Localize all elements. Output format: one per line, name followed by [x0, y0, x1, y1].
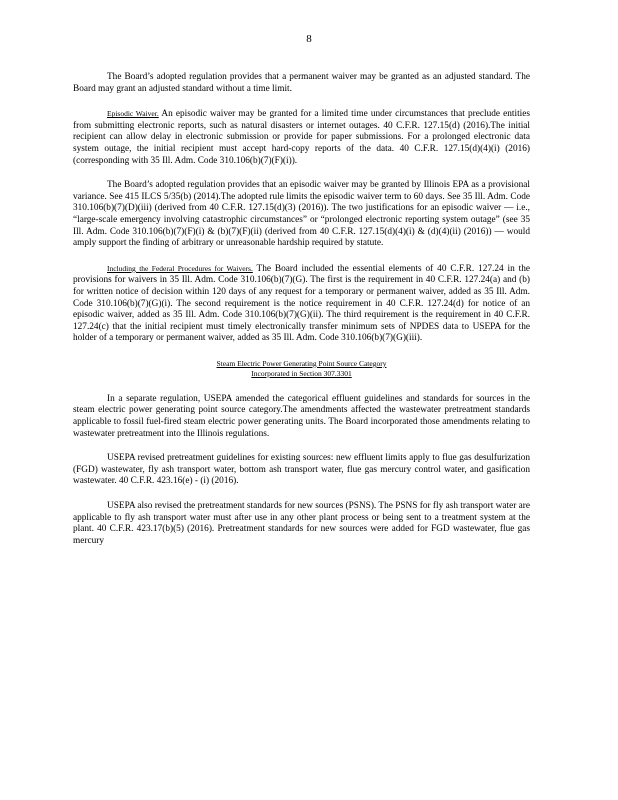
paragraph-permanent-waiver: The Board’s adopted regulation provides that a permanent waiver may be granted as an adjusted standard. The Board may grant an adjusted standard without a time limit. [73, 72, 530, 94]
paragraph-episodic-waiver [73, 108, 530, 167]
episodic-waiver-heading: Episodic Waiver. [107, 109, 159, 119]
page-number: 8 [306, 33, 312, 45]
federal-procedures-text: The Board included the essential elements of 40 C.F.R. 127.24 in the provisions for waivers in 35 Ill. Adm. Code 310.106(b)(7)(G). The first is the requirement in 40 C.F.R. 127.24(a) and (b) for written notice of decision within 120 days of any request for a temporary or permanent waiver, added as 35 Ill. Adm. Code 310.106(b)(7)(G)(i). The second requirement is the notice requirement in 40 C.F.R. 127.24(d) for notice of an episodic waiver, added as 35 Ill. Adm. Code 310.106(b)(7)(G)(ii). The third requirement is the requirement in 40 C.F.R. 127.24(c) that the initial recipient must timely electronically transfer minimum sets of NPDES data to USEPA for the holder of a temporary or permanent waiver, added as 35 Ill. Adm. Code 310.106(b)(7)(G)(iii). [73, 263, 530, 344]
episodic-waiver-text: An episodic waiver may be granted for a limited time under circumstances that preclude entities from submitting electronic reports, such as natural disasters or internet outages. 40 C.F.R. 127.15(d) (2016).The initial recipient can allow delay in electronic submission or provide for paper submissions. For a prolonged electronic data system outage, the initial recipient must accept hard-copy reports of the data. 40 C.F.R. 127.15(d)(4)(i) (2016) (corresponding with 35 Ill. Adm. Code 310.106(b)(7)(F)(i)). [73, 109, 530, 166]
paragraph-provisional-variance: The Board’s adopted regulation provides that an episodic waiver may be granted by Illinois EPA as a provisional variance. See 415 ILCS 5/35(b) (2014).The adopted rule limits the episodic waiver term to 60 days. See 35 Ill. Adm. Code 310.106(b)(7)(D)(iii) (derived from 40 C.F.R. 127.15(d)(3) (2016)). The two justifications for an episodic waiver — i.e., “large-scale emergency involving catastrophic circumstances” or “prolonged electronic reporting system outage” (see 35 Ill. Adm. Code 310.106(b)(7)(F)(i) & (b)(7)(F)(ii) (derived from 40 C.F.R. 127.15(d)(4)(i) & (d)(4)(ii) (2016)) — would amply support the finding of arbitrary or unreasonable hardship required by statute. [73, 180, 530, 249]
paragraph-separate-regulation: In a separate regulation, USEPA amended the categorical effluent guidelines and standards for sources in the steam electric power generating point source category.The amendments affected the wastewater pretreatment standards applicable to fossil fuel-fired steam electric power generating units. The Board incorporated those amendments relating to wastewater pretreatment into the Illinois regulations. [73, 393, 530, 439]
section-heading-line-2: Incorporated in Section 307.3301 [251, 368, 352, 378]
section-heading-line-1: Steam Electric Power Generating Point Source Category [216, 358, 387, 368]
section-heading [73, 359, 530, 379]
paragraph-federal-procedures [73, 263, 530, 345]
paragraph-existing-sources: USEPA revised pretreatment guidelines for existing sources: new effluent limits apply to flue gas desulfurization (FGD) wastewater, fly ash transport water, bottom ash transport water, flue gas mercury control water, and gasification wastewater. 40 C.F.R. 423.16(e) - (i) (2016). [73, 453, 530, 487]
federal-procedures-heading: Including the Federal Procedures for Waivers. [107, 263, 253, 273]
paragraph-new-sources: USEPA also revised the pretreatment standards for new sources (PSNS). The PSNS for fly ash transport water are applicable to fly ash transport water must after use in any other plant process or being sent to a treatment system at the plant. 40 C.F.R. 423.17(b)(5) (2016). Pretreatment standards for new sources were added for FGD wastewater, flue gas mercury [73, 501, 530, 546]
document-body [73, 72, 530, 560]
